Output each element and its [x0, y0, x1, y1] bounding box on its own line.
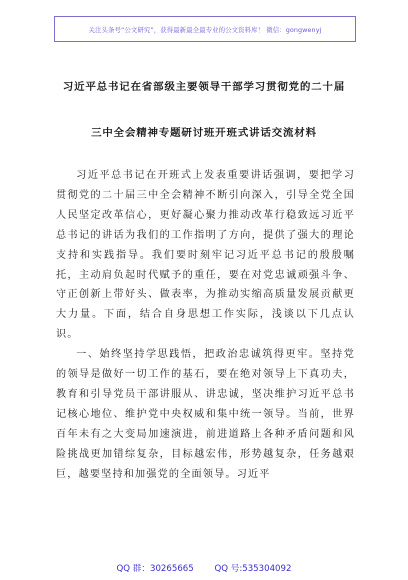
- header-banner: [54, 16, 356, 42]
- footer-qq-group: QQ 群：30265665: [116, 564, 194, 574]
- document-title-line-1: 习近平总书记在省部级主要领导干部学习贯彻党的二十届: [62, 81, 346, 93]
- body-paragraph-1: 习近平总书记在开班式上发表重要讲话强调，要把学习贯彻党的二十届三中全会精神不断引向深入，引导全党全国人民坚定改革信心，更好凝心聚力推动改革行稳致远习近平总书记的讲话为我们的工作指明了方向，提供了强大的理论支持和实践指导。我们要时刻牢记习近平总书记的殷殷嘱托，主动肩负起时代赋予的重任，要在对党忠诚顽强斗争、守正创新上带好头、做表率，为推动实缩高质量发展贡献更大力量。下面，结合自身思想工作实际，浅谈以下几点认识。: [56, 170, 355, 341]
- body-paragraph-2: 一、始终坚持学思践悟，把政治忠诚筑得更牢。坚持党的领导是做好一切工作的基石，要在绝对领导上下真功夫，教育和引导党员干部讲服从、讲忠诚，坚决维护习近平总书记核心地位、维护党中央权威和集中统一领导。当前，世界百年未有之大变局加速演进，前进道路上各种矛盾问题和风险挑战更加错综复杂，目标越宏伟，形势越复杂，任务越艰巨，越要坚持和加强党的全面领导。习近平: [56, 349, 355, 480]
- document-title-line-2: 三中全会精神专题研讨班开班式讲话交流材料: [91, 127, 317, 139]
- document-body: [56, 166, 355, 485]
- footer-qq-number: QQ 号:535304092: [214, 564, 292, 574]
- header-banner-text: 关注头条号“公文研究”，获得最新最全最专业的公文资料库！ 微信：gongwenyj: [88, 25, 322, 34]
- page-footer: [0, 562, 408, 574]
